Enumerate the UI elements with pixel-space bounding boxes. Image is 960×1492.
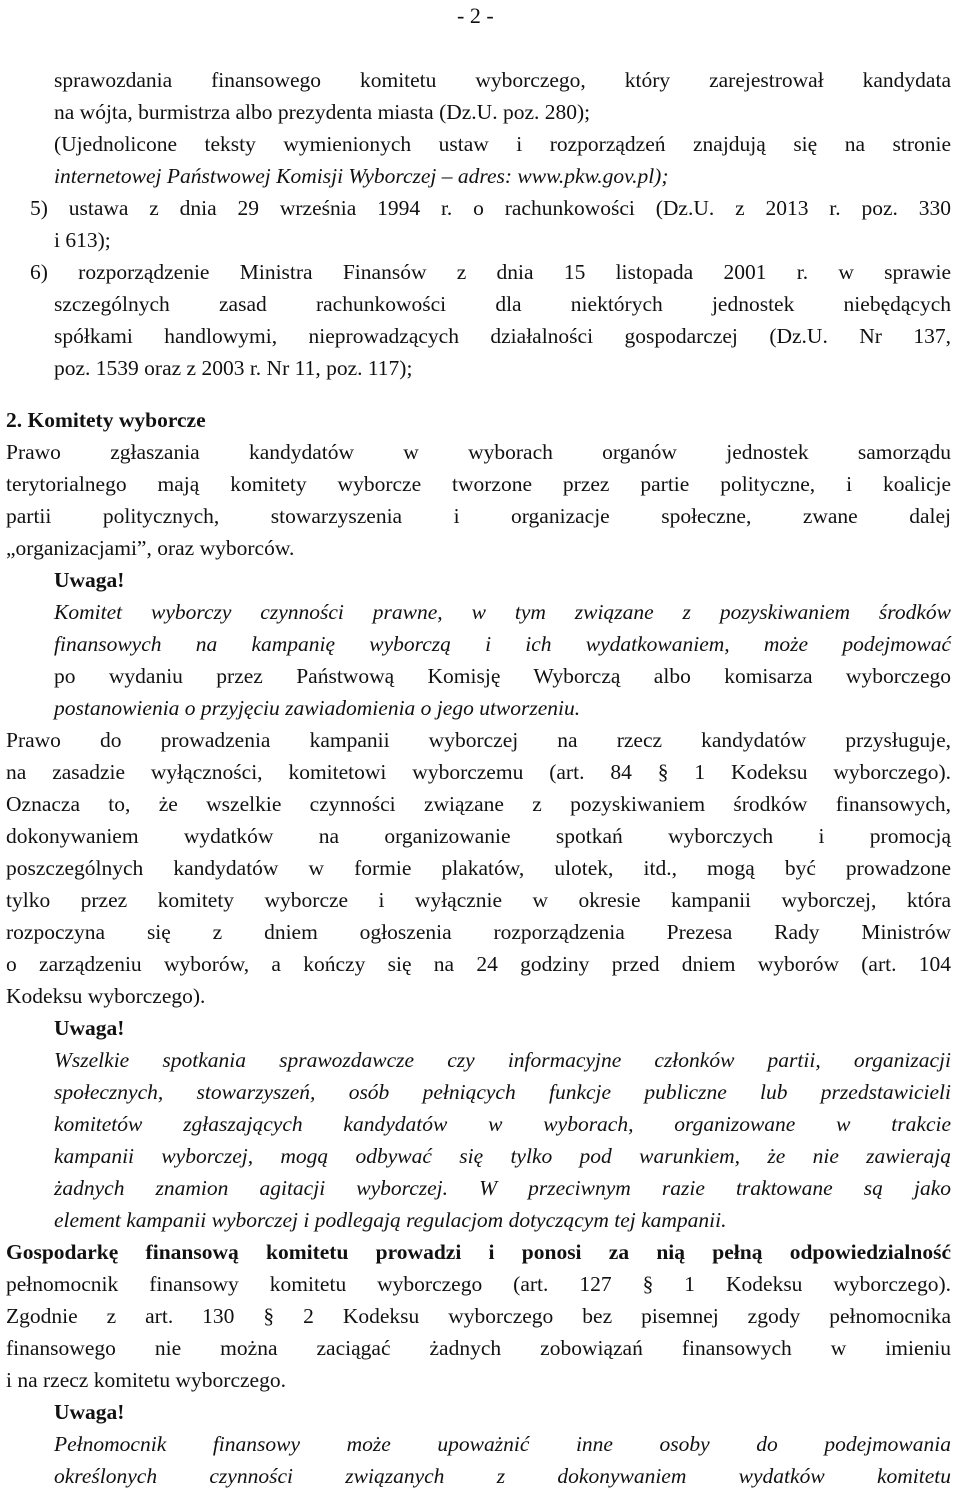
text-line: na zasadzie wyłączności, komitetowi wyborczemu (art. 84 § 1 Kodeksu wyborczego). (6, 760, 951, 784)
text-line: i 613); (54, 228, 111, 252)
note-text-line: określonych czynności związanych z dokonywaniem wydatków komitetu (54, 1464, 951, 1488)
list-item-6: 6) rozporządzenie Ministra Finansów z dnia 15 listopada 2001 r. w sprawie (30, 260, 951, 284)
text-line: rozpoczyna się z dniem ogłoszenia rozporządzenia Prezesa Rady Ministrów (6, 920, 951, 944)
text-line: poz. 1539 oraz z 2003 r. Nr 11, poz. 117); (54, 356, 413, 380)
note-text-line: finansowych na kampanię wyborczą i ich wydatkowaniem, może podejmować (54, 632, 951, 656)
text-line: Gospodarkę finansową komitetu prowadzi i ponosi za nią pełną odpowiedzialność (6, 1240, 951, 1264)
text-line: i na rzecz komitetu wyborczego. (6, 1368, 286, 1392)
note-text-line: element kampanii wyborczej i podlegają regulacjom dotyczącym tej kampanii. (54, 1208, 727, 1232)
text-line: spółkami handlowymi, nieprowadzących działalności gospodarczej (Dz.U. Nr 137, (54, 324, 951, 348)
text-line: Prawo do prowadzenia kampanii wyborczej na rzecz kandydatów przysługuje, (6, 728, 951, 752)
text-line: Oznacza to, że wszelkie czynności związane z pozyskiwaniem środków finansowych, (6, 792, 951, 816)
note-text-line: postanowienia o przyjęciu zawiadomienia o jego utworzeniu. (54, 696, 581, 720)
text-line: terytorialnego mają komitety wyborcze tworzone przez partie polityczne, i koalicje (6, 472, 951, 496)
text-line: poszczególnych kandydatów w formie plakatów, ulotek, itd., mogą być prowadzone (6, 856, 951, 880)
text-line: o zarządzeniu wyborów, a kończy się na 24 godziny przed dniem wyborów (art. 104 (6, 952, 951, 976)
text-line: partii politycznych, stowarzyszenia i organizacje społeczne, zwane dalej (6, 504, 951, 528)
text-line: tylko przez komitety wyborcze i wyłącznie w okresie kampanii wyborczej, która (6, 888, 951, 912)
text-line: szczególnych zasad rachunkowości dla niektórych jednostek niebędących (54, 292, 951, 316)
note-heading: Uwaga! (54, 568, 125, 592)
text-line: pełnomocnik finansowy komitetu wyborczego (art. 127 § 1 Kodeksu wyborczego). (6, 1272, 951, 1296)
text-line: Zgodnie z art. 130 § 2 Kodeksu wyborczego bez pisemnej zgody pełnomocnika (6, 1304, 951, 1328)
text-line: internetowej Państwowej Komisji Wyborczej – adres: www.pkw.gov.pl); (54, 164, 669, 188)
note-text-line: komitetów zgłaszających kandydatów w wyborach, organizowane w trakcie (54, 1112, 951, 1136)
page-number: - 2 - (457, 3, 494, 28)
section-heading: 2. Komitety wyborcze (6, 408, 206, 432)
note-heading: Uwaga! (54, 1016, 125, 1040)
text-line: na wójta, burmistrza albo prezydenta miasta (Dz.U. poz. 280); (54, 100, 591, 124)
note-text-line: społecznych, stowarzyszeń, osób pełniących funkcje publiczne lub przedstawicieli (54, 1080, 951, 1104)
text-line: finansowego nie można zaciągać żadnych zobowiązań finansowych w imieniu (6, 1336, 951, 1360)
text-line: sprawozdania finansowego komitetu wyborczego, który zarejestrował kandydata (54, 68, 951, 92)
text-line: Prawo zgłaszania kandydatów w wyborach organów jednostek samorządu (6, 440, 951, 464)
text-line: (Ujednolicone teksty wymienionych ustaw i rozporządzeń znajdują się na stronie (54, 132, 951, 156)
note-text-line: Pełnomocnik finansowy może upoważnić inne osoby do podejmowania (54, 1432, 951, 1456)
note-text-line: Wszelkie spotkania sprawozdawcze czy informacyjne członków partii, organizacji (54, 1048, 951, 1072)
note-text-line: Komitet wyborczy czynności prawne, w tym związane z pozyskiwaniem środków (54, 600, 951, 624)
text-line: „organizacjami”, oraz wyborców. (6, 536, 295, 560)
note-text-line: kampanii wyborczej, mogą odbywać się tylko pod warunkiem, że nie zawierają (54, 1144, 951, 1168)
text-line: Kodeksu wyborczego). (6, 984, 206, 1008)
note-text-line: żadnych znamion agitacji wyborczej. W przeciwnym razie traktowane są jako (54, 1176, 951, 1200)
note-text-line: po wydaniu przez Państwową Komisję Wyborczą albo komisarza wyborczego (54, 664, 951, 688)
list-item-5: 5) ustawa z dnia 29 września 1994 r. o rachunkowości (Dz.U. z 2013 r. poz. 330 (30, 196, 951, 220)
note-heading: Uwaga! (54, 1400, 125, 1424)
text-line: dokonywaniem wydatków na organizowanie spotkań wyborczych i promocją (6, 824, 951, 848)
